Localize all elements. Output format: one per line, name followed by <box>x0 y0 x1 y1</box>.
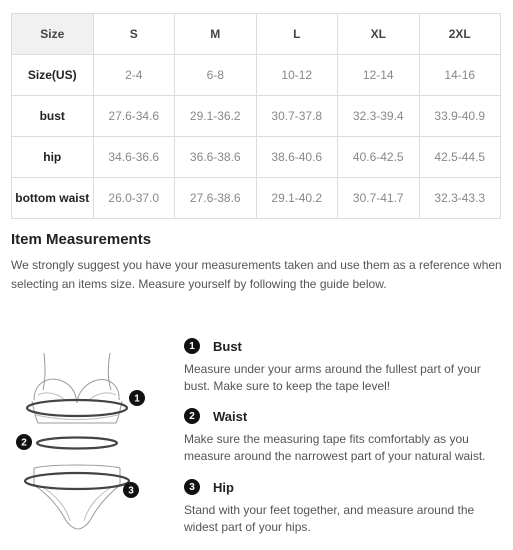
table-cell: 27.6-34.6 <box>93 96 175 137</box>
guide-heading: Waist <box>213 408 248 424</box>
table-row <box>12 178 501 219</box>
svg-text:3: 3 <box>128 485 134 497</box>
table-cell: 26.0-37.0 <box>93 178 175 219</box>
table-cell: 10-12 <box>256 55 338 96</box>
table-cell: 14-16 <box>419 55 501 96</box>
svg-text:1: 1 <box>134 393 140 405</box>
header-cell: 2XL <box>419 14 501 55</box>
header-cell: Size <box>12 14 94 55</box>
table-cell: 34.6-36.6 <box>93 137 175 178</box>
header-cell: XL <box>338 14 420 55</box>
table-cell: 30.7-41.7 <box>338 178 420 219</box>
table-cell: 27.6-38.6 <box>175 178 257 219</box>
table-cell: 36.6-38.6 <box>175 137 257 178</box>
guide-heading: Bust <box>213 338 242 354</box>
row-label: bust <box>12 96 94 137</box>
guide-waist <box>184 407 509 464</box>
intro-text: We strongly suggest you have your measurements taken and use them as a reference when selecting an items size. Measure yourself by following the guide below. <box>11 258 502 291</box>
section-title: Item Measurements <box>11 231 152 248</box>
table-cell: 33.9-40.9 <box>419 96 501 137</box>
bikini-measurement-illustration <box>12 345 162 537</box>
table-row <box>12 96 501 137</box>
table-cell: 32.3-43.3 <box>419 178 501 219</box>
table-cell: 42.5-44.5 <box>419 137 501 178</box>
number-2-icon: 2 <box>184 408 200 424</box>
table-header-row <box>12 14 501 55</box>
table-row <box>12 137 501 178</box>
number-3-icon: 3 <box>184 479 200 495</box>
row-label: hip <box>12 137 94 178</box>
number-1-icon: 1 <box>184 338 200 354</box>
table-cell: 38.6-40.6 <box>256 137 338 178</box>
header-cell: S <box>93 14 175 55</box>
row-label: bottom waist <box>12 178 94 219</box>
guide-hip <box>184 478 509 535</box>
size-chart-table <box>11 13 501 219</box>
table-cell: 2-4 <box>93 55 175 96</box>
table-row <box>12 55 501 96</box>
table-cell: 40.6-42.5 <box>338 137 420 178</box>
guide-bust <box>184 337 509 394</box>
guide-heading: Hip <box>213 479 234 495</box>
header-cell: L <box>256 14 338 55</box>
table-cell: 32.3-39.4 <box>338 96 420 137</box>
figure-marker-3 <box>123 482 139 498</box>
row-label: Size(US) <box>12 55 94 96</box>
table-cell: 12-14 <box>338 55 420 96</box>
figure-marker-1 <box>129 390 145 406</box>
table-cell: 30.7-37.8 <box>256 96 338 137</box>
header-cell: M <box>175 14 257 55</box>
guide-description: Measure under your arms around the fullest part of your bust. Make sure to keep the tape level! <box>184 362 481 393</box>
guide-description: Make sure the measuring tape fits comfortably as you measure around the narrowest part of your natural waist. <box>184 432 486 463</box>
figure-marker-2 <box>16 434 32 450</box>
table-cell: 6-8 <box>175 55 257 96</box>
table-cell: 29.1-40.2 <box>256 178 338 219</box>
table-cell: 29.1-36.2 <box>175 96 257 137</box>
guide-description: Stand with your feet together, and measure around the widest part of your hips. <box>184 503 475 534</box>
svg-text:2: 2 <box>21 437 27 449</box>
